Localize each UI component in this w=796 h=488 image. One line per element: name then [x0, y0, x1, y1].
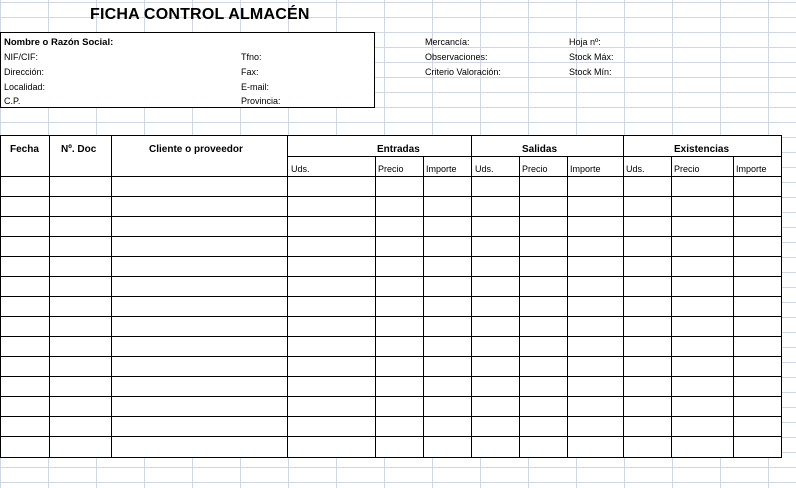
sub-existencias-precio: Precio: [674, 164, 700, 174]
sub-entradas-uds: Uds.: [291, 164, 310, 174]
header-salidas: Salidas: [522, 144, 558, 155]
company-info-box: [0, 32, 375, 108]
mercancia-label: Mercancía:: [425, 37, 470, 47]
sub-salidas-importe: Importe: [570, 164, 601, 174]
fax-label: Fax:: [241, 67, 259, 77]
stock-max-label: Stock Máx:: [569, 52, 614, 62]
observaciones-label: Observaciones:: [425, 52, 488, 62]
cp-label: C.P.: [4, 96, 21, 106]
localidad-label: Localidad:: [4, 82, 46, 92]
email-label: E-mail:: [241, 82, 270, 92]
sub-salidas-uds: Uds.: [475, 164, 494, 174]
sub-entradas-precio: Precio: [378, 164, 404, 174]
hoja-label: Hoja nº:: [569, 37, 601, 47]
sub-salidas-precio: Precio: [522, 164, 548, 174]
sub-existencias-uds: Uds.: [626, 164, 645, 174]
razon-social-label: Nombre o Razón Social:: [4, 37, 114, 48]
header-ndoc: Nº. Doc: [61, 144, 97, 155]
header-entradas: Entradas: [377, 144, 420, 155]
provincia-label: Provincia:: [241, 96, 281, 106]
tfno-label: Tfno:: [241, 52, 262, 62]
header-existencias: Existencias: [674, 144, 730, 155]
header-cliente-proveedor: Cliente o proveedor: [149, 144, 243, 155]
direccion-label: Dirección:: [4, 67, 45, 77]
sub-existencias-importe: Importe: [736, 164, 767, 174]
stock-min-label: Stock Mín:: [569, 67, 612, 77]
table-grid-lines: [1, 136, 781, 457]
header-fecha: Fecha: [10, 144, 39, 155]
movements-table: [0, 135, 782, 458]
criterio-valoracion-label: Criterio Valoración:: [425, 67, 501, 77]
page-title: FICHA CONTROL ALMACÉN: [90, 6, 310, 23]
nif-label: NIF/CIF:: [4, 52, 38, 62]
sub-entradas-importe: Importe: [426, 164, 457, 174]
